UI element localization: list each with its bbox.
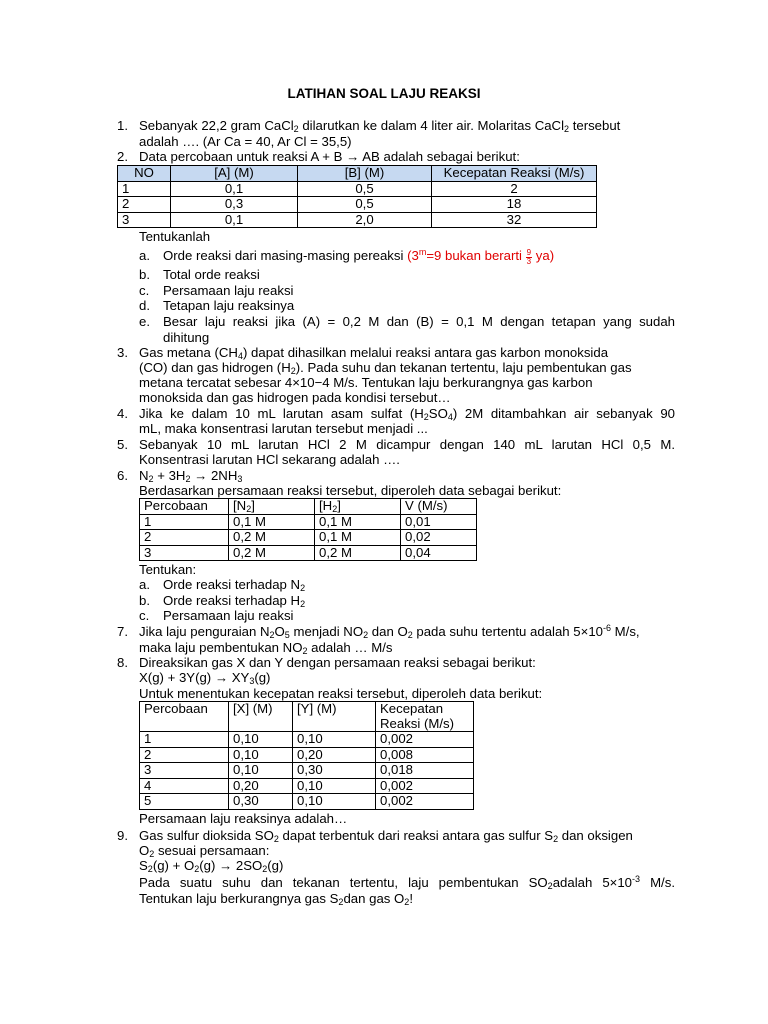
question-6-item-b: Orde reaksi terhadap $H_2$ [163,593,306,609]
question-2-line-1: Data percobaan untuk reaksi A + B → AB adalah sebagai berikut: [139,149,520,164]
table-header: $[N_2]$ [229,499,315,515]
sub-item-letter: a. [139,577,150,592]
table-cell: 0,5 [298,197,432,213]
question-8-footer: Persamaan laju reaksinya adalah… [139,811,348,826]
question-2-item-e-line-2: dihitung [163,330,210,345]
table-cell: 5 [140,794,229,810]
sub-item-letter: c. [139,283,150,298]
page-title: LATIHAN SOAL LAJU REAKSI [287,86,481,101]
question-6-line-2: Berdasarkan persamaan reaksi tersebut, diperoleh data sebagai berikut: [139,483,562,498]
table-row [140,514,477,530]
table-row [140,545,477,561]
table-cell: 18 [432,197,597,213]
question-8-equation: $X(g) + 3Y(g) \to XY_3(g)$ [139,670,271,686]
table-row [118,197,597,213]
question-1-line-1: Sebanyak 22,2 gram CaCl$_2$ dilarutkan ke dalam 4 liter air. Molaritas CaCl$_2$ tersebut [139,118,621,134]
question-7-line-2: maka laju pembentukan $NO_2$ adalah … M/s [139,640,393,656]
question-number: 8. [117,655,128,670]
table-cell: 0,008 [376,747,474,763]
table-cell: 0,20 [229,778,293,794]
table-cell: 1 [118,181,171,197]
table-header: $[H_2]$ [315,499,401,515]
question-7-line-1: Jika laju penguraian $N_2O_5$ menjadi $NO_2$ dan $O_2$ pada suhu tertentu adalah $5\times 10^{-6}$ M/s, [139,623,640,640]
question-2-item-b: Total orde reaksi [163,267,260,282]
question-8-line-1: Direaksikan gas X dan Y dengan persamaan reaksi sebagai berikut: [139,655,536,670]
table-row [140,530,477,546]
question-2-item-e-line-1: Besar laju reaksi jika (A) = 0,2 M dan (B) = 0,1 M dengan tetapan yang sudah [163,314,675,329]
question-3-line-4: monoksida dan gas hidrogen pada kondisi tersebut… [139,390,451,405]
table-header: [B] (M) [298,166,432,182]
table-cell: 2 [140,747,229,763]
table-cell: 0,002 [376,732,474,748]
table-cell: 0,1 M [315,514,401,530]
data-table-xy [139,701,474,810]
question-4-line-1: Jika ke dalam 10 mL larutan asam sulfat $(H_2SO_4)$ 2M ditambahkan air sebanyak 90 [139,406,675,422]
table-header-row [140,702,474,732]
table-cell: 2 [140,530,229,546]
table-cell: 1 [140,514,229,530]
table-row [118,181,597,197]
table-cell: 0,10 [229,732,293,748]
table-cell: 0,018 [376,763,474,779]
question-3-line-2: (CO) dan gas hidrogen $(H_2)$. Pada suhu dan tekanan tertentu, laju pembentukan gas [139,360,632,376]
table-cell: 1 [140,732,229,748]
question-2-item-c: Persamaan laju reaksi [163,283,294,298]
table-cell: 0,30 [229,794,293,810]
question-6-item-c: Persamaan laju reaksi [163,608,294,623]
table-header: Kecepatan Reaksi (M/s) [432,166,597,182]
table-cell: 0,10 [229,747,293,763]
table-header: Percobaan [140,499,229,515]
question-8-line-3: Untuk menentukan kecepatan reaksi tersebut, diperoleh data berikut: [139,686,543,701]
table-header: [A] (M) [171,166,298,182]
table-cell: 2 [432,181,597,197]
table-cell: 32 [432,212,597,228]
question-3-line-1: Gas metana $(CH_4)$ dapat dihasilkan melalui reaksi antara gas karbon monoksida [139,345,609,361]
table-cell: 0,5 [298,181,432,197]
table-cell: 0,01 [401,514,477,530]
question-number: 3. [117,345,128,360]
sub-item-letter: d. [139,298,150,313]
question-number: 6. [117,468,128,483]
table-cell: 0,1 [171,212,298,228]
sub-item-letter: c. [139,608,150,623]
table-cell: 3 [118,212,171,228]
question-2-item-a: Orde reaksi dari masing-masing pereaksi ($3^m=9$ bukan berarti $\frac{9}{3}$ ya) [163,247,555,266]
table-header-row [118,166,597,182]
question-2-item-d: Tetapan laju reaksinya [163,298,295,313]
table-cell: 0,10 [293,778,376,794]
table-row [140,794,474,810]
table-header: NO [118,166,171,182]
question-number: 5. [117,437,128,452]
table-cell: 0,2 M [229,545,315,561]
data-table-n2-h2 [139,498,477,561]
table-cell: 0,30 [293,763,376,779]
table-row [118,212,597,228]
table-cell: 0,1 [171,181,298,197]
table-cell: 0,20 [293,747,376,763]
table-cell: 0,1 M [315,530,401,546]
table-row [140,732,474,748]
fraction: $\frac{9}{3}$ [526,248,532,266]
table-header: Percobaan [140,702,229,732]
question-9-line-1: Gas sulfur dioksida $SO_2$ dapat terbentuk dari reaksi antara gas sulfur $S_2$ dan oksigen [139,828,633,844]
sub-item-letter: b. [139,593,150,608]
data-table-ab [117,165,597,228]
question-9-line-2: $O_2$ sesuai persamaan: [139,843,270,859]
table-cell: 0,002 [376,778,474,794]
question-4-line-2: mL, maka konsentrasi larutan tersebut menjadi ... [139,421,428,436]
table-header-row [140,499,477,515]
table-header: [Y] (M) [293,702,376,732]
table-cell: 0,1 M [229,514,315,530]
table-cell: 0,2 M [229,530,315,546]
table-header: V (M/s) [401,499,477,515]
question-number: 7. [117,624,128,639]
question-3-line-3: metana tercatat sebesar 4×10−4 M/s. Tentukan laju berkurangnya gas karbon [139,375,593,390]
instruction-label: Tentukanlah [139,229,211,244]
question-9-equation: $S_2(g) + O_2(g) \to 2SO_2(g)$ [139,858,284,874]
table-cell: 2 [118,197,171,213]
question-number: 1. [117,118,128,133]
table-cell: 0,04 [401,545,477,561]
table-cell: 0,02 [401,530,477,546]
sub-item-letter: e. [139,314,150,329]
table-cell: 0,10 [293,732,376,748]
question-number: 2. [117,149,128,164]
table-cell: 0,2 M [315,545,401,561]
table-cell: 0,10 [293,794,376,810]
red-note: ($3^m=9$ bukan berarti $\frac{9}{3}$ ya) [407,247,555,266]
table-cell: 4 [140,778,229,794]
table-cell: 0,3 [171,197,298,213]
question-9-line-5: Tentukan laju berkurangnya gas $S_2dan$ gas $O_2$! [139,891,413,907]
table-header: Kecepatan Reaksi (M/s) [376,702,474,732]
instruction-label: Tentukan: [139,562,197,577]
sub-item-letter: b. [139,267,150,282]
table-row [140,778,474,794]
table-row [140,763,474,779]
question-5-line-1: Sebanyak 10 mL larutan HCl 2 M dicampur dengan 140 mL larutan HCl 0,5 M. [139,437,675,452]
table-row [140,747,474,763]
table-cell: 0,10 [229,763,293,779]
table-header: [X] (M) [229,702,293,732]
sub-item-letter: a. [139,248,150,263]
table-cell: 3 [140,763,229,779]
table-cell: 3 [140,545,229,561]
question-5-line-2: Konsentrasi larutan HCl sekarang adalah …. [139,452,400,467]
table-cell: 0,002 [376,794,474,810]
question-6-equation: $N_2 + 3H_2 \to 2NH_3$ [139,468,243,484]
question-1-line-2: adalah …. (Ar Ca = 40, Ar Cl = 35,5) [139,134,352,149]
question-number: 9. [117,828,128,843]
question-6-item-a: Orde reaksi terhadap $N_2$ [163,577,306,593]
question-number: 4. [117,406,128,421]
question-9-line-4: Pada suatu suhu dan tekanan tertentu, laju pembentukan $SO_2adalah$ $5\times 10^{-3}$ M/s. [139,874,675,891]
table-cell: 2,0 [298,212,432,228]
